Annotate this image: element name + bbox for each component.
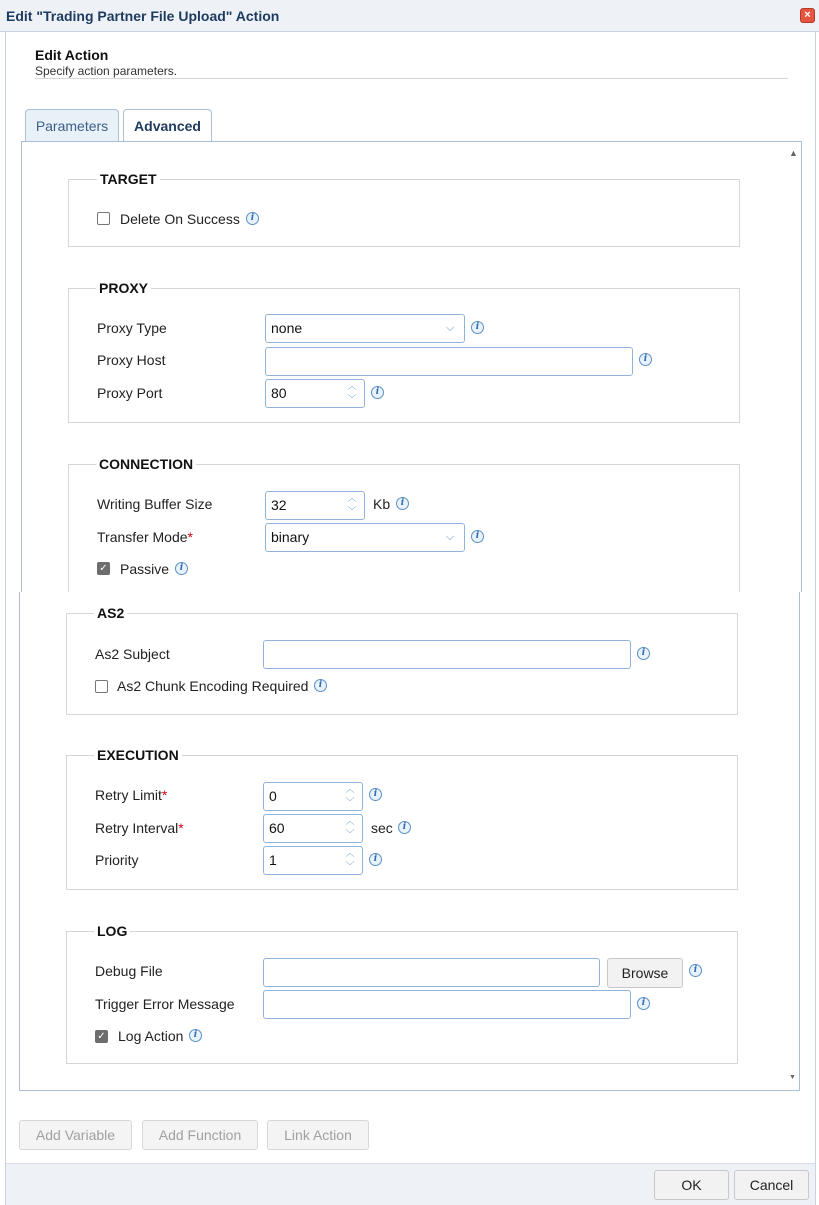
log-legend: LOG — [94, 923, 130, 939]
chevron-down-icon: ⌵ — [445, 531, 455, 543]
info-icon[interactable]: i — [471, 321, 484, 334]
proxy-port-stepper[interactable] — [265, 379, 365, 408]
execution-legend: EXECUTION — [94, 747, 182, 763]
header-divider — [35, 78, 788, 79]
delete-on-success-label: Delete On Success — [120, 211, 240, 227]
info-icon[interactable]: i — [639, 353, 652, 366]
spin-down-icon[interactable]: ﹀ — [345, 861, 355, 871]
info-icon[interactable]: i — [369, 853, 382, 866]
retry-limit-label — [95, 787, 167, 803]
info-icon[interactable]: i — [471, 530, 484, 543]
proxy-type-value: none — [271, 320, 303, 336]
spin-up-icon[interactable]: ︿ — [347, 381, 357, 391]
close-icon[interactable]: × — [800, 8, 815, 23]
as2-legend: AS2 — [94, 605, 127, 621]
trigger-error-label: Trigger Error Message — [95, 996, 235, 1012]
info-icon[interactable]: i — [246, 212, 259, 225]
chevron-down-icon: ⌵ — [445, 322, 455, 334]
ok-button[interactable]: OK — [654, 1170, 729, 1200]
retry-interval-label — [95, 820, 184, 836]
spin-up-icon[interactable]: ︿ — [347, 493, 357, 503]
spin-up-icon[interactable]: ︿ — [345, 816, 355, 826]
spinner-arrows[interactable] — [338, 815, 362, 842]
passive-checkbox[interactable]: ✓ — [97, 562, 110, 575]
transfer-mode-value: binary — [271, 529, 310, 545]
info-icon[interactable]: i — [637, 997, 650, 1010]
spin-up-icon[interactable]: ︿ — [345, 848, 355, 858]
info-icon[interactable]: i — [371, 386, 384, 399]
spinner-arrows[interactable] — [340, 492, 364, 519]
tab-parameters[interactable]: Parameters — [25, 109, 119, 141]
info-icon[interactable]: i — [314, 679, 327, 692]
as2-subject-input[interactable] — [263, 640, 631, 669]
required-marker: * — [161, 787, 168, 803]
add-function-button[interactable]: Add Function — [142, 1120, 258, 1150]
buffer-size-stepper[interactable] — [265, 491, 365, 520]
as2-chunk-label: As2 Chunk Encoding Required — [117, 678, 309, 694]
window-titlebar — [0, 0, 819, 32]
target-legend: TARGET — [97, 171, 160, 187]
scroll-down-icon[interactable]: ▼ — [789, 1074, 796, 1081]
retry-interval-text: Retry Interval — [95, 820, 179, 836]
spinner-arrows[interactable] — [338, 847, 362, 874]
as2-subject-label: As2 Subject — [95, 646, 170, 662]
buffer-unit-label: Kb — [373, 496, 391, 512]
transfer-mode-text: Transfer Mode — [97, 529, 188, 545]
tab-advanced[interactable]: Advanced — [123, 109, 212, 142]
spin-down-icon[interactable]: ﹀ — [345, 829, 355, 839]
log-action-checkbox[interactable]: ✓ — [95, 1030, 108, 1043]
retry-interval-stepper[interactable] — [263, 814, 363, 843]
window-title: Edit "Trading Partner File Upload" Action — [6, 8, 280, 24]
transfer-mode-label — [97, 529, 193, 545]
spinner-arrows[interactable] — [338, 783, 362, 810]
proxy-host-label: Proxy Host — [97, 352, 166, 368]
proxy-port-label: Proxy Port — [97, 385, 163, 401]
spin-down-icon[interactable]: ﹀ — [345, 797, 355, 807]
delete-on-success-checkbox[interactable] — [97, 212, 110, 225]
info-icon[interactable]: i — [175, 562, 188, 575]
spinner-arrows[interactable] — [340, 380, 364, 407]
info-icon[interactable]: i — [637, 647, 650, 660]
info-icon[interactable]: i — [396, 497, 409, 510]
info-icon[interactable]: i — [189, 1029, 202, 1042]
buffer-size-value: 32 — [271, 497, 287, 513]
info-icon[interactable]: i — [689, 964, 702, 977]
proxy-host-input[interactable] — [265, 347, 633, 376]
browse-button[interactable]: Browse — [607, 958, 683, 988]
spin-up-icon[interactable]: ︿ — [345, 784, 355, 794]
log-action-label: Log Action — [118, 1028, 184, 1044]
passive-label: Passive — [120, 561, 170, 577]
info-icon[interactable]: i — [369, 788, 382, 801]
as2-chunk-checkbox[interactable] — [95, 680, 108, 693]
link-action-button[interactable]: Link Action — [267, 1120, 369, 1150]
info-icon[interactable]: i — [398, 821, 411, 834]
scroll-up-icon[interactable]: ▲ — [789, 148, 798, 158]
retry-limit-text: Retry Limit — [95, 787, 162, 803]
required-marker: * — [178, 820, 184, 836]
proxy-legend: PROXY — [96, 280, 151, 296]
transfer-mode-select[interactable] — [265, 523, 465, 552]
connection-legend: CONNECTION — [96, 456, 196, 472]
trigger-error-input[interactable] — [263, 990, 631, 1019]
buffer-size-label: Writing Buffer Size — [97, 496, 213, 512]
spin-down-icon[interactable]: ﹀ — [347, 506, 357, 516]
proxy-type-select[interactable] — [265, 314, 465, 343]
retry-interval-value: 60 — [269, 820, 285, 836]
cancel-button[interactable]: Cancel — [734, 1170, 809, 1200]
retry-limit-value: 0 — [269, 788, 277, 804]
debug-file-label: Debug File — [95, 963, 163, 979]
retry-interval-unit: sec — [371, 820, 393, 836]
required-marker: * — [187, 529, 193, 545]
dialog-heading: Edit Action — [35, 47, 109, 63]
add-variable-button[interactable]: Add Variable — [19, 1120, 132, 1150]
retry-limit-stepper[interactable] — [263, 782, 363, 811]
proxy-port-value: 80 — [271, 385, 287, 401]
proxy-type-label: Proxy Type — [97, 320, 167, 336]
debug-file-input[interactable] — [263, 958, 600, 987]
priority-value: 1 — [269, 852, 277, 868]
dialog-subheading: Specify action parameters. — [35, 64, 178, 78]
priority-label: Priority — [95, 852, 139, 868]
priority-stepper[interactable] — [263, 846, 363, 875]
spin-down-icon[interactable]: ﹀ — [347, 394, 357, 404]
